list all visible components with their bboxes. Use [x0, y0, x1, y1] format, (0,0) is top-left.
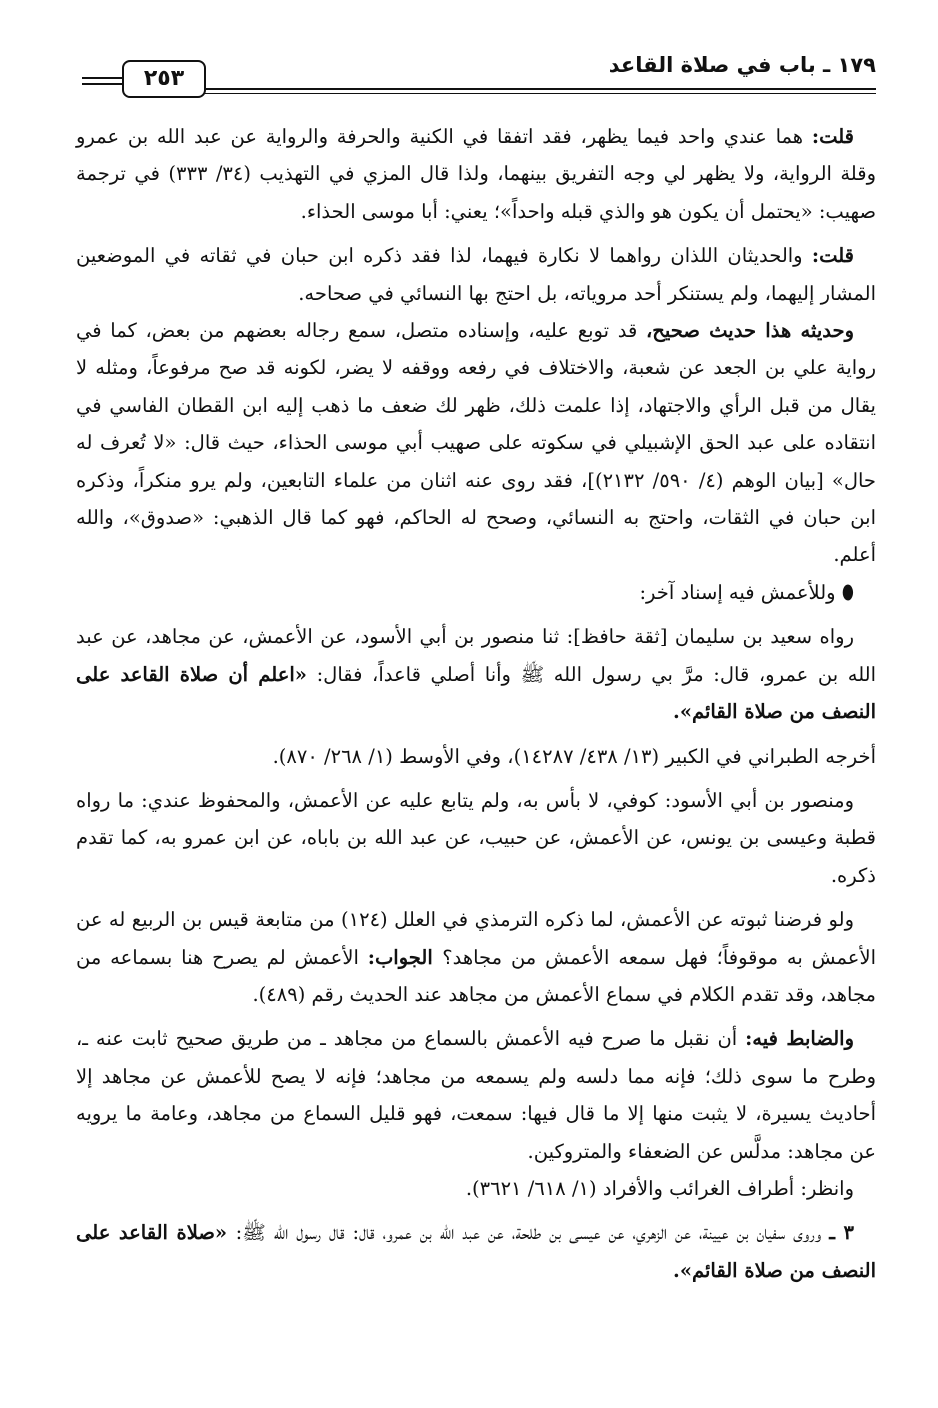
paragraph-lead: ٣ ـ	[829, 1221, 854, 1245]
header-rule-left-2	[82, 83, 122, 85]
paragraph-lead: وحديثه هذا حديث صحيح،	[645, 319, 854, 343]
paragraph-6	[76, 738, 876, 775]
paragraph-text: ⬮ وللأعمش فيه إسناد آخر:	[639, 580, 854, 604]
paragraph-2	[76, 237, 876, 312]
paragraph-text: أخرجه الطبراني في الكبير (١٣/ ٤٣٨/ ١٤٢٨٧)، وفي الأوسط (١/ ٢٦٨/ ٨٧٠).	[272, 744, 876, 768]
paragraph-text: أن نقبل ما صرح فيه الأعمش بالسماع من مجاهد ـ من طريق صحيح ثابت عنه ـ، وطرح ما سوى ذلك؛ فإنه مما دلسه ولم يسمعه من مجاهد؛ فإنه لا يصح للأعمش عن مجاهد إلا أحاديث يسيرة، لا يثبت منها إلا ما قال فيها: سمعت، فهو قليل السماع من مجاهد، وعامة ما يرويه عن مجاهد: مدلَّس عن الضعفاء والمتروكين.	[76, 1027, 876, 1163]
header-rule-thin	[200, 93, 876, 94]
paragraph-text: وروى سفيان بن عيينة، عن الزهري، عن عيسى بن طلحة، عن عبد الله بن عمرو، قال: قال رسول الله ﷺ:	[235, 1221, 830, 1245]
paragraph-text: قد توبع عليه، وإسناده متصل، سمع رجاله بعضهم من بعض، كما في رواية علي بن الجعد عن شعبة، والاختلاف في رفعه ووقفه لا يضر، لكونه قد صح مرفوعاً، ومثله لا يقال من قبل الرأي والاجتهاد، إذا علمت ذلك، ظهر لك ضعف ما ذهب إليه ابن القطان الفاسي في انتقاده على عبد الحق الإشبيلي في سكوته على صهيب أبي موسى الحذاء، حيث قال: «لا تُعرف له حال» [بيان الوهم (٤/ ٥٩٠/ ٢١٣٢)]، فقد روى عنه اثنان من علماء التابعين، ولم يرو منكراً، وذكره ابن حبان في الثقات، واحتج به النسائي، وصحح له الحاكم، فهو كما قال الذهبي: «صدوق»، والله أعلم.	[76, 319, 876, 567]
page-body	[76, 118, 876, 1289]
answer-lead: الجواب:	[367, 945, 443, 969]
page-number-badge: ٢٥٣	[122, 60, 206, 98]
paragraph-lead: قلت:	[811, 244, 854, 268]
paragraph-text: ولو فرضنا ثبوته عن الأعمش، لما ذكره الترمذي في العلل (١٢٤) من متابعة قيس بن الربيع له عن الأعمش به موقوفاً؛ فهل سمعه الأعمش من مجاهد؟	[76, 908, 876, 969]
paragraph-4	[76, 574, 876, 611]
paragraph-10	[76, 1170, 876, 1207]
paragraph-text: وانظر: أطراف الغرائب والأفراد (١/ ٦١٨/ ٣٦٢١).	[465, 1176, 854, 1200]
paragraph-text: ومنصور بن أبي الأسود: كوفي، لا بأس به، ولم يتابع عليه عن الأعمش، والمحفوظ عندي: ما رواه قطبة وعيسى بن يونس، عن الأعمش، عن حبيب، عن عبد الله بن باباه، عن ابن عمرو به، كما تقدم ذكره.	[76, 788, 876, 887]
paragraph-3	[76, 312, 876, 574]
paragraph-9	[76, 1020, 876, 1170]
paragraph-text: رواه سعيد بن سليمان [ثقة حافظ]: ثنا منصور بن أبي الأسود، عن الأعمش، عن مجاهد، عن عبد الله بن عمرو، قال: مرَّ بي رسول الله ﷺ وأنا أصلي قاعداً، فقال:	[76, 625, 877, 686]
paragraph-1	[76, 118, 876, 230]
paragraph-text-cont: الأعمش لم يصرح هنا بسماعه من مجاهد، وقد تقدم الكلام في سماع الأعمش من مجاهد عند الحديث رقم (٤٨٩).	[76, 945, 876, 1006]
paragraph-text: هما عندي واحد فيما يظهر، فقد اتفقا في الكنية والحرفة والرواية عن عبد الله بن عمرو وقلة الرواية، ولا يظهر لي وجه التفريق بينهما، ولذا قال المزي في التهذيب (٣٤/ ٣٣٣) في ترجمة صهيب: «يحتمل أن يكون هو والذي قبله واحداً»؛ يعني: أبا موسى الحذاء.	[76, 125, 876, 223]
hadith-quote: «اعلم أن صلاة القاعد على النصف من صلاة القائم».	[76, 662, 876, 724]
paragraph-lead: والضابط فيه:	[745, 1027, 855, 1051]
paragraph-5	[76, 618, 876, 730]
header-rule-left	[82, 77, 122, 79]
paragraph-lead: قلت:	[811, 125, 854, 148]
paragraph-text: والحديثان اللذان رواهما لا نكارة فيهما، لذا فقد ذكره ابن حبان في ثقاته في الموضعين المشار إليهما، ولم يستنكر أحد مروياته، بل احتج بها النسائي في صحاحه.	[76, 244, 876, 305]
paragraph-8	[76, 901, 876, 1013]
paragraph-7	[76, 782, 876, 894]
running-head: ١٧٩ ـ باب في صلاة القاعد	[608, 53, 876, 77]
header-rule	[200, 88, 876, 90]
page-header	[76, 48, 876, 100]
hadith-quote: «صلاة القاعد على النصف من صلاة القائم».	[76, 1221, 876, 1282]
paragraph-11	[76, 1214, 876, 1289]
